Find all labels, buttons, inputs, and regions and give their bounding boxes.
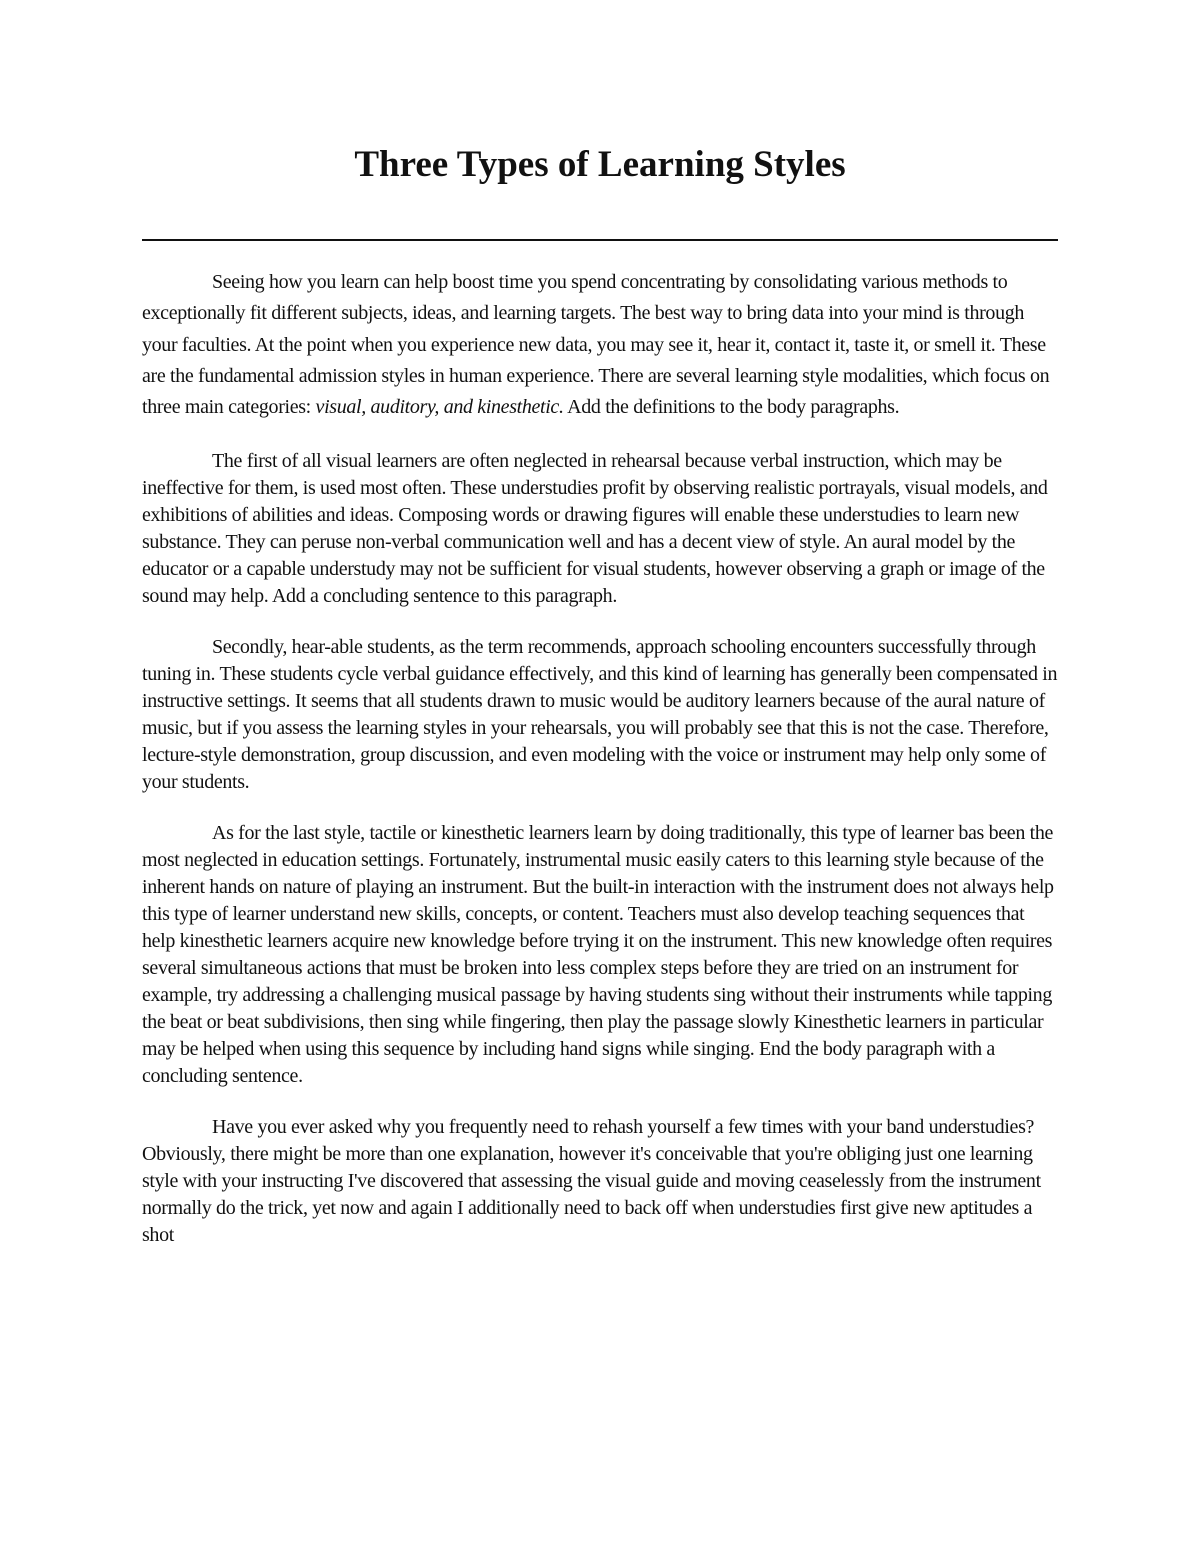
paragraph-text: Seeing how you learn can help boost time you spend concentrating by consolidating various methods to exceptionally fit different subjects, ideas, and learning targets. The best way to bring data into your mind is through your faculties. At the point when you experience new data, you may see it, hear it, contact it, taste it, or smell it. These are the fundamental admission styles in human experience. There are several learning style modalities, which focus on three main categories: xyxy=(142,271,1050,419)
paragraph-text: Add the definitions to the body paragraphs. xyxy=(563,396,900,419)
paragraph-conclusion: Have you ever asked why you frequently need to rehash yourself a few times with your band understudies? Obviously, there might be more than one explanation, however it's conceivable that you're obliging just one learning style with your instructing I've discovered that assessing the visual guide and moving ceaselessly from the instrument normally do the trick, yet now and again I additionally need to back off when understudies first give new aptitudes a shot xyxy=(142,1116,1041,1247)
document-title: Three Types of Learning Styles xyxy=(354,144,846,185)
paragraph-auditory-learners: Secondly, hear-able students, as the term recommends, approach schooling encounters successfully through tuning in. These students cycle verbal guidance effectively, and this kind of learning has generally been compensated in instructive settings. It seems that all students drawn to music would be auditory learners because of the aural nature of music, but if you assess the learning styles in your rehearsals, you will probably see that this is not the case. Therefore, lecture-style demonstration, group discussion, and even modeling with the voice or instrument may help only some of your students. xyxy=(142,636,1058,794)
paragraph-italic-text: visual, auditory, and kinesthetic. xyxy=(315,396,564,419)
paragraph-kinesthetic-learners: As for the last style, tactile or kinesthetic learners learn by doing traditionally, this type of learner bas been the most neglected in education settings. Fortunately, instrumental music easily caters to this learning style because of the inherent hands on nature of playing an instrument. But the built-in interaction with the instrument does not always help this type of learner understand new skills, concepts, or content. Teachers must also develop teaching sequences that help kinesthetic learners acquire new knowledge before trying it on the instrument. This new knowledge often requires several simultaneous actions that must be broken into less complex steps before they are tried on an instrument for example, try addressing a challenging musical passage by having students sing without their instruments while tapping the beat or beat subdivisions, then sing while fingering, then play the passage slowly Kinesthetic learners in particular may be helped when using this sequence by including hand signs while singing. End the body paragraph with a concluding sentence. xyxy=(142,822,1054,1088)
title-divider xyxy=(142,239,1058,241)
paragraph-visual-learners: The first of all visual learners are often neglected in rehearsal because verbal instruction, which may be ineffective for them, is used most often. These understudies profit by observing realistic portrayals, visual models, and exhibitions of abilities and ideas. Composing words or drawing figures will enable these understudies to learn new substance. They can peruse non-verbal communication well and has a decent view of style. An aural model by the educator or a capable understudy may not be sufficient for visual students, however observing a graph or image of the sound may help. Add a concluding sentence to this paragraph. xyxy=(142,450,1048,608)
paragraph-introduction xyxy=(142,267,1062,423)
document-body xyxy=(142,267,1062,1273)
